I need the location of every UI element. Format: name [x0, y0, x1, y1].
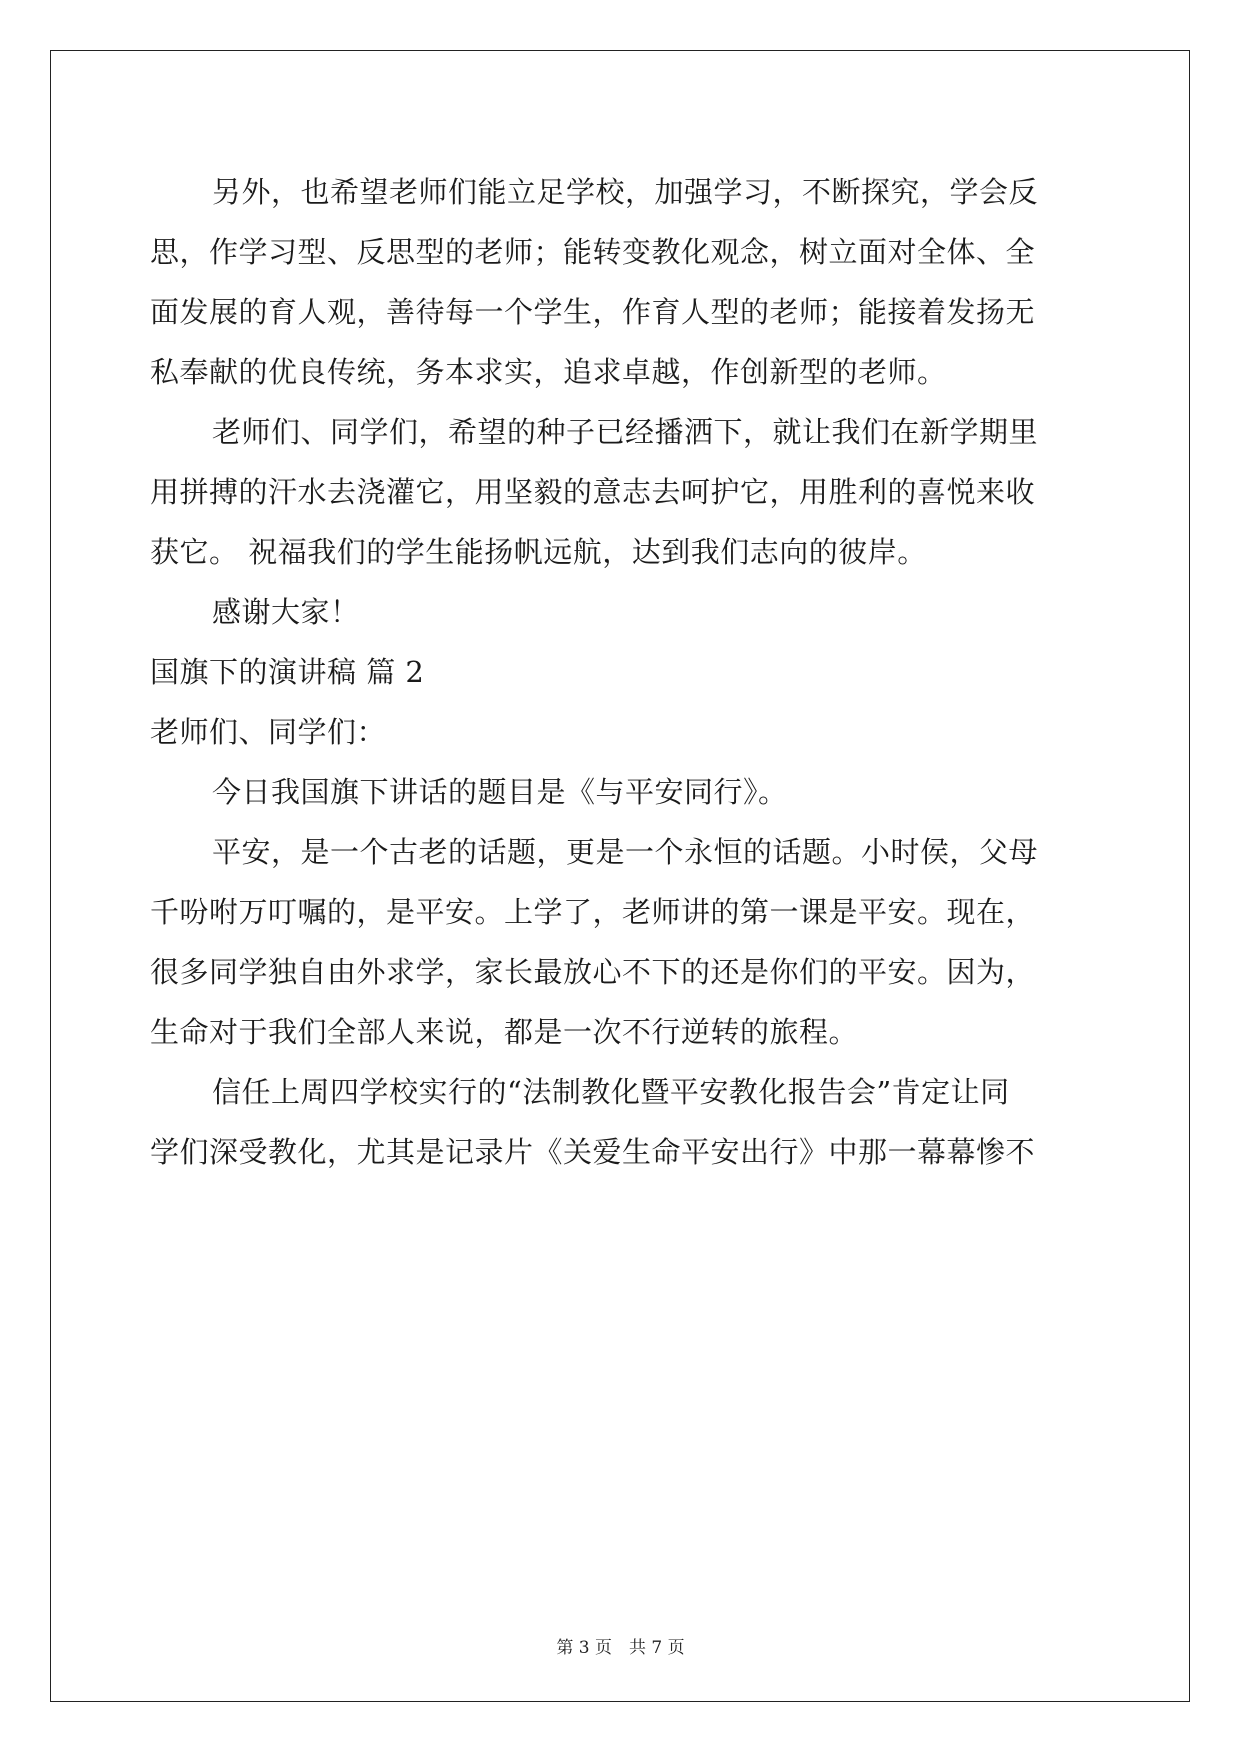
paragraph-line: 千吩咐万叮嘱的，是平安。上学了，老师讲的第一课是平安。现在，: [150, 895, 1036, 929]
salutation: 老师们、同学们：: [150, 715, 387, 749]
section-heading: 国旗下的演讲稿 篇 2: [150, 655, 425, 689]
paragraph-line: 私奉献的优良传统，务本求实，追求卓越，作创新型的老师。: [150, 355, 947, 389]
paragraph-line: 用拼搏的汗水去浇灌它，用坚毅的意志去呵护它，用胜利的喜悦来收: [150, 475, 1036, 509]
paragraph-line: 平安，是一个古老的话题，更是一个永恒的话题。小时侯，父母: [212, 835, 1039, 869]
paragraph-line: 今日我国旗下讲话的题目是《与平安同行》。: [212, 775, 788, 809]
paragraph-line: 面发展的育人观，善待每一个学生，作育人型的老师；能接着发扬无: [150, 295, 1036, 329]
paragraph-line: 获它。 祝福我们的学生能扬帆远航，达到我们志向的彼岸。: [150, 535, 927, 569]
paragraph-line: 信任上周四学校实行的“法制教化暨平安教化报告会”肯定让同: [212, 1075, 1010, 1109]
paragraph-line: 思，作学习型、反思型的老师；能转变教化观念，树立面对全体、全: [150, 235, 1036, 269]
paragraph-line: 很多同学独自由外求学，家长最放心不下的还是你们的平安。因为，: [150, 955, 1036, 989]
closing-line: 感谢大家！: [212, 595, 360, 629]
paragraph-line: 另外，也希望老师们能立足学校，加强学习，不断探究，学会反: [212, 175, 1039, 209]
document-body: [150, 162, 1090, 1182]
paragraph-line: 老师们、同学们，希望的种子已经播洒下，就让我们在新学期里: [212, 415, 1039, 449]
paragraph-line: 生命对于我们全部人来说，都是一次不行逆转的旅程。: [150, 1015, 859, 1049]
page-number-footer: 第 3 页 共 7 页: [556, 1638, 685, 1658]
paragraph-line: 学们深受教化，尤其是记录片《关爱生命平安出行》中那一幕幕惨不: [150, 1135, 1036, 1169]
